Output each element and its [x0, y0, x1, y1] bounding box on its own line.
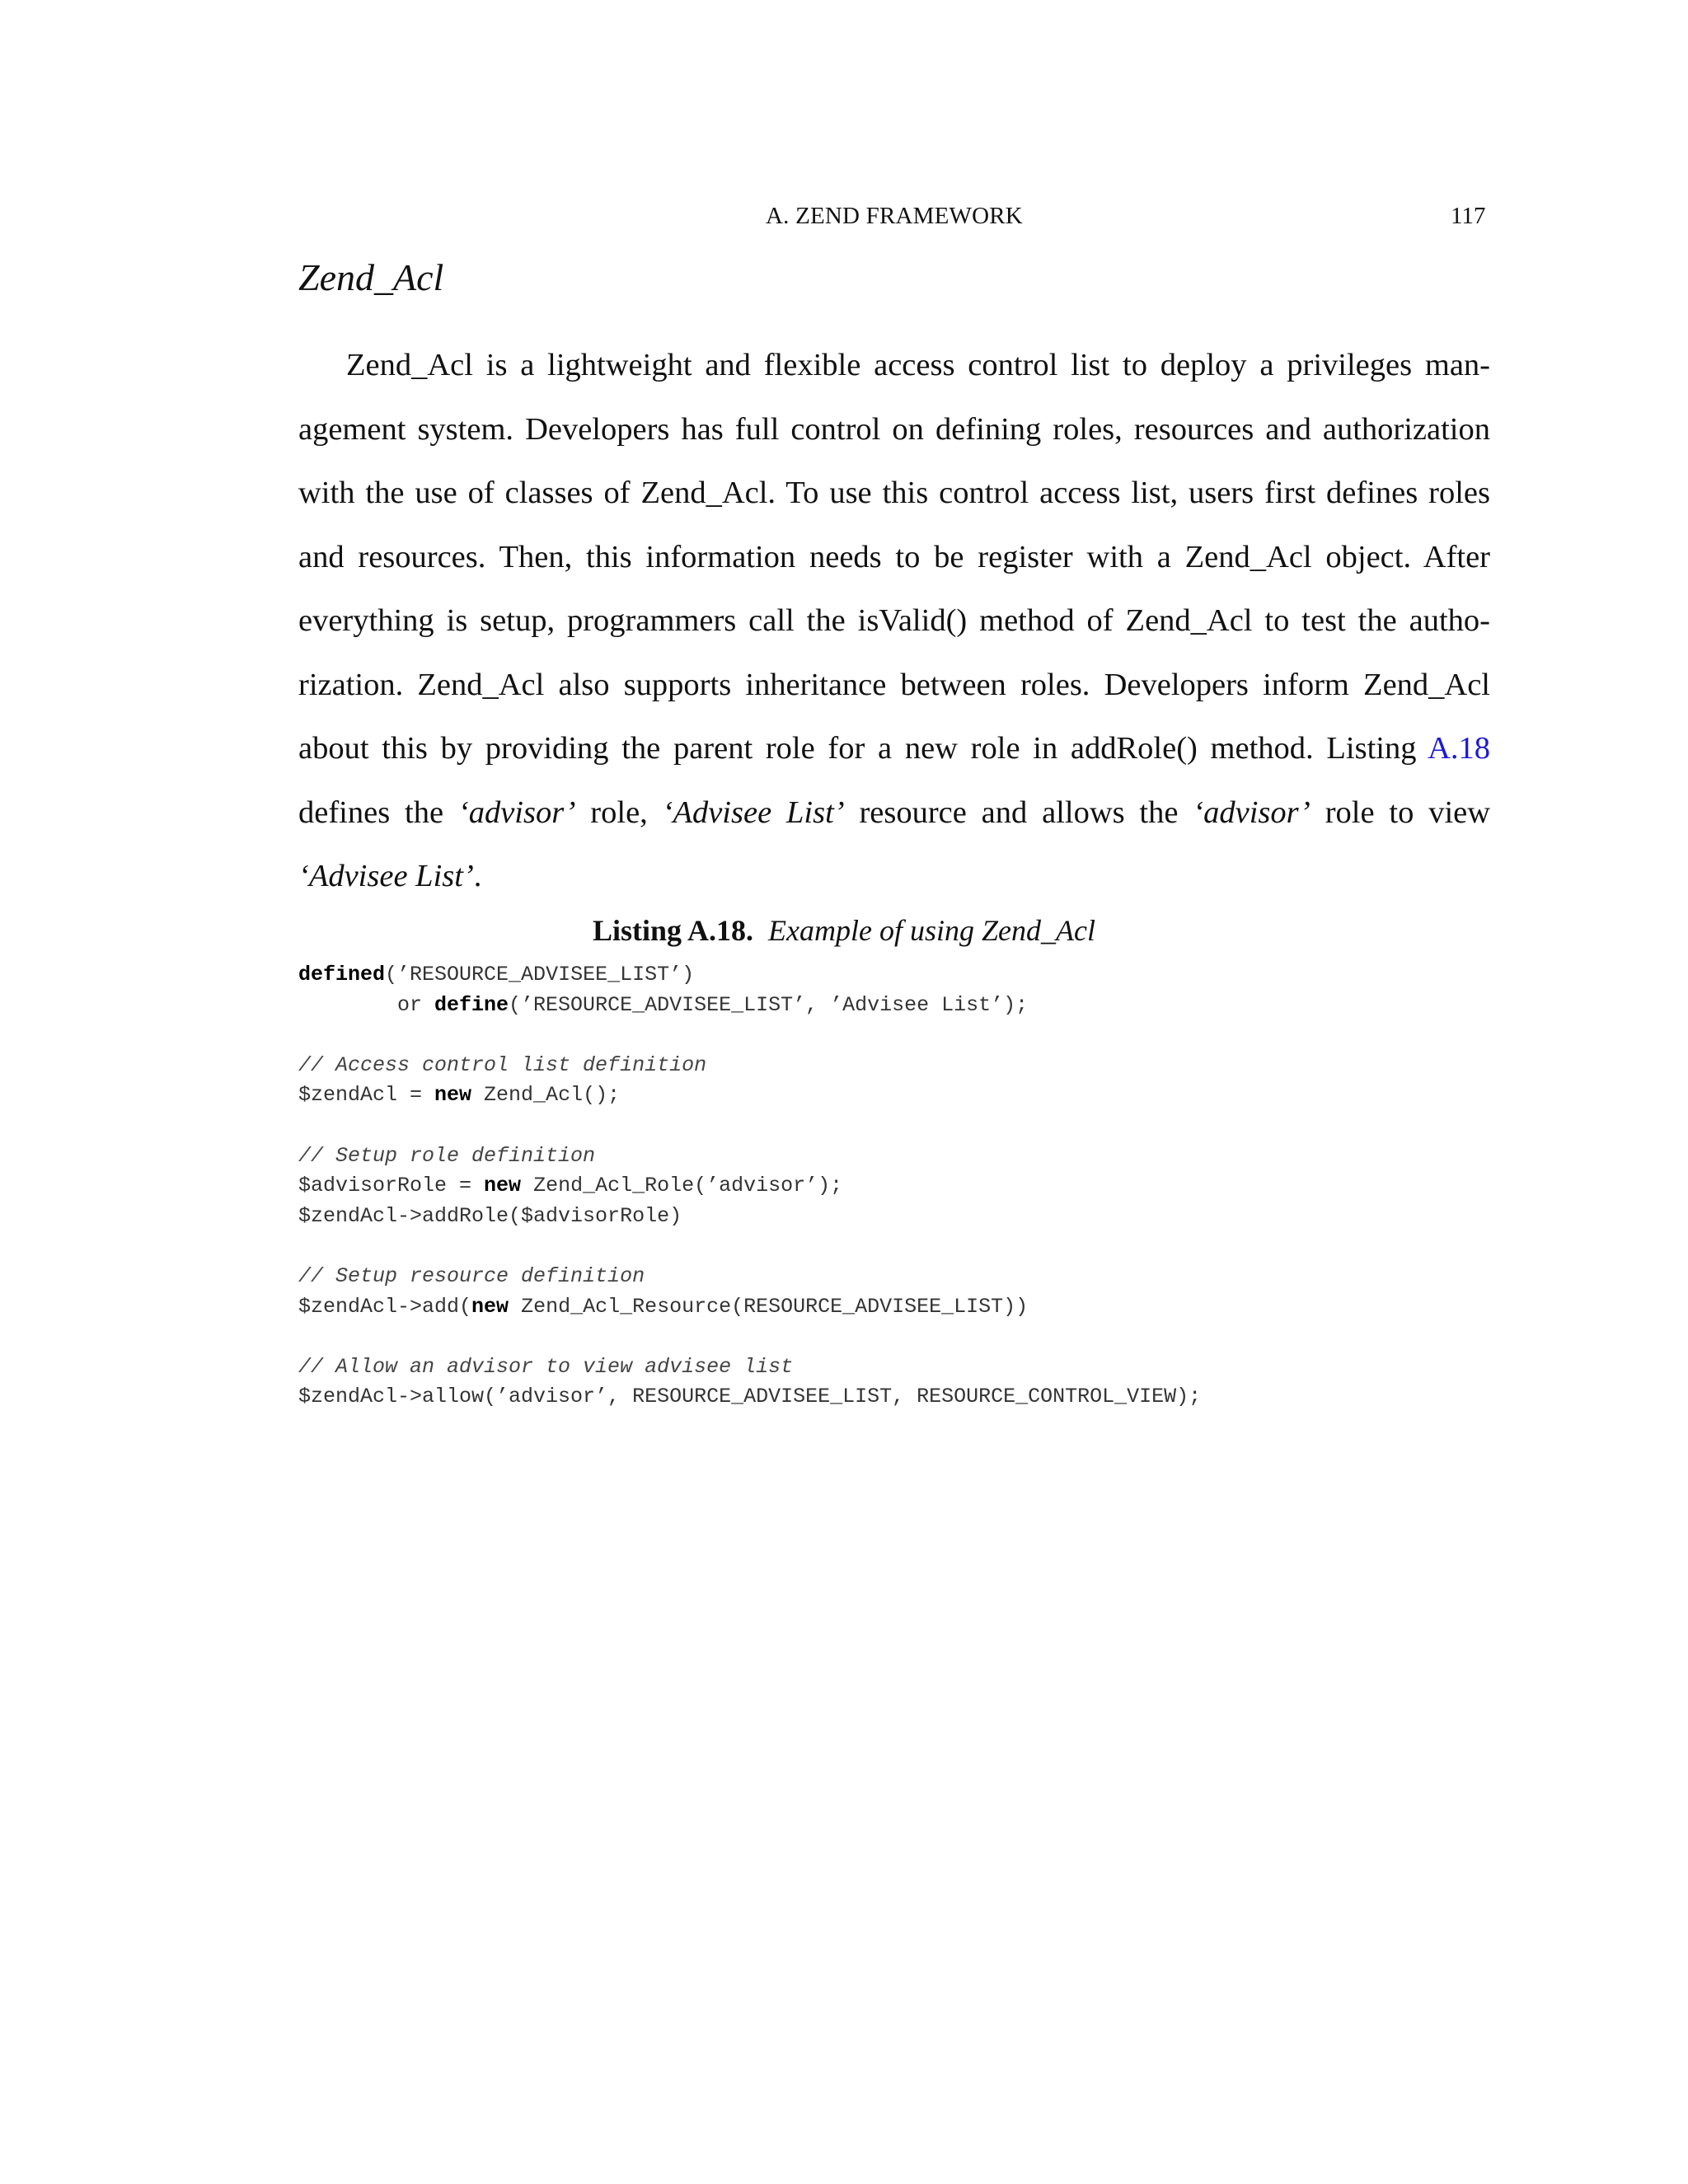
caption-text: Example of using Zend_Acl — [768, 914, 1095, 947]
code-text: (’RESOURCE_ADVISEE_LIST’, ’Advisee List’); — [509, 992, 1029, 1017]
code-text: or — [298, 992, 435, 1017]
caption-label: Listing A.18. — [593, 914, 754, 947]
code-keyword: new — [484, 1174, 522, 1198]
paragraph-text: role, — [575, 794, 663, 830]
code-comment: // Setup role definition — [298, 1143, 596, 1168]
paragraph-line: and resources. Then, this information needs to be register with a Zend_Acl object. After — [298, 539, 1490, 574]
code-comment: // Setup resource definition — [298, 1263, 645, 1288]
paragraph-text: defines the — [298, 794, 458, 830]
code-line — [298, 1292, 1201, 1323]
paragraph-line: with the use of classes of Zend_Acl. To use this control access list, users first defines roles — [298, 476, 1490, 510]
code-keyword: new — [434, 1083, 472, 1108]
section-title: Zend_Acl — [298, 256, 444, 298]
paragraph-text: . — [473, 859, 482, 893]
emphasis-text: ‘advisor’ — [457, 794, 576, 830]
code-text: Zend_Acl(); — [471, 1083, 621, 1108]
code-text: Zend_Acl_Role(’advisor’); — [521, 1174, 843, 1198]
code-blank-line — [298, 1322, 1201, 1352]
code-text: $zendAcl->add( — [298, 1294, 472, 1319]
emphasis-text: ‘advisor’ — [1193, 794, 1311, 830]
code-keyword: define — [434, 992, 509, 1017]
code-text: $advisorRole = — [298, 1174, 485, 1198]
paragraph-line — [298, 788, 1490, 852]
code-keyword: defined — [298, 963, 386, 987]
page-number: 117 — [1451, 203, 1486, 229]
code-blank-line — [298, 1231, 1201, 1262]
code-blank-line — [298, 1020, 1201, 1051]
code-line: $zendAcl->allow(’advisor’, RESOURCE_ADVISEE_LIST, RESOURCE_CONTROL_VIEW); — [298, 1385, 1202, 1409]
code-comment: // Access control list definition — [298, 1052, 707, 1077]
code-line — [298, 1080, 1201, 1111]
listing-reference-link[interactable]: A.18 — [1428, 731, 1490, 766]
listing-caption — [0, 913, 1688, 948]
paragraph-line: Zend_Acl is a lightweight and flexible access control list to deploy a privileges man- — [346, 348, 1490, 382]
body-paragraph — [298, 340, 1490, 916]
paragraph-line: agement system. Developers has full control on defining roles, resources and authorization — [298, 411, 1490, 447]
code-text: (’RESOURCE_ADVISEE_LIST’) — [385, 963, 695, 987]
paragraph-line — [298, 724, 1490, 788]
paragraph-text: role to view — [1310, 794, 1491, 830]
code-text: $zendAcl = — [298, 1083, 435, 1108]
emphasis-text: ‘Advisee List’ — [298, 859, 474, 893]
paragraph-line — [298, 851, 1490, 916]
code-text: Zend_Acl_Resource(RESOURCE_ADVISEE_LIST)) — [509, 1294, 1029, 1319]
code-listing — [298, 960, 1201, 1413]
code-line — [298, 1171, 1201, 1202]
code-line — [298, 960, 1201, 991]
running-header — [0, 203, 1688, 230]
paragraph-line: everything is setup, programmers call the isValid() method of Zend_Acl to test the autho- — [298, 603, 1490, 638]
running-title: A. ZEND FRAMEWORK — [766, 203, 1023, 229]
code-blank-line — [298, 1111, 1201, 1141]
code-line: $zendAcl->addRole($advisorRole) — [298, 1203, 682, 1228]
paragraph-text: about this by providing the parent role for a new role in addRole() method. Listing — [298, 731, 1428, 766]
code-keyword: new — [471, 1294, 509, 1319]
code-line — [298, 991, 1201, 1021]
code-comment: // Allow an advisor to view advisee list — [298, 1354, 794, 1379]
emphasis-text: ‘Advisee List’ — [662, 794, 845, 830]
paragraph-text: resource and allows the — [844, 794, 1193, 830]
paragraph-line: rization. Zend_Acl also supports inheritance between roles. Developers inform Zend_Acl — [298, 667, 1490, 702]
